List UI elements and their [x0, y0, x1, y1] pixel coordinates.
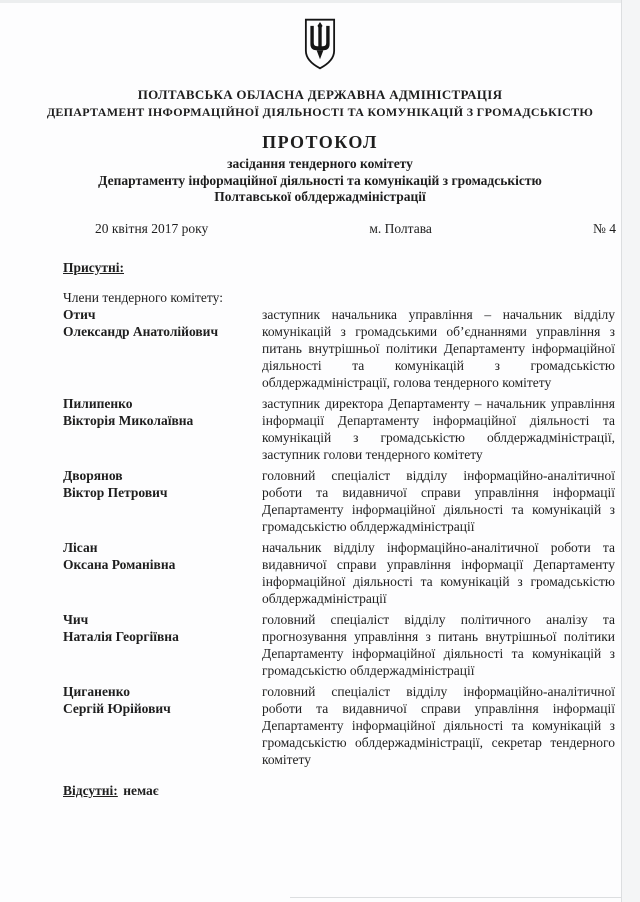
member-surname: Пилипенко	[63, 395, 133, 411]
member-role: головний спеціаліст відділу політичного аналізу та прогнозування управління з питань внутрішньої політики Департаменту інформаційної діяльності та комунікацій з громадськістю облдержадміністрації	[262, 611, 615, 678]
member-given-name: Віктор Петрович	[63, 484, 168, 500]
ukraine-trident-icon	[303, 18, 337, 70]
member-name	[63, 306, 262, 391]
member-name	[63, 467, 262, 535]
document-place: м. Полтава	[369, 220, 432, 236]
member-given-name: Вікторія Миколаївна	[63, 412, 194, 428]
org-name-line1: ПОЛТАВСЬКА ОБЛАСНА ДЕРЖАВНА АДМІНІСТРАЦІЯ	[137, 87, 503, 102]
member-name	[63, 395, 262, 463]
member-given-name: Наталія Георгіївна	[63, 628, 179, 644]
members-list	[63, 306, 640, 768]
absent-line	[63, 783, 640, 799]
document-date: 20 квітня 2017 року	[95, 220, 209, 236]
date-row	[0, 221, 640, 237]
member-name	[63, 683, 262, 768]
present-heading: Присутні:	[63, 259, 125, 275]
member-name	[63, 611, 262, 679]
member-surname: Циганенко	[63, 683, 131, 699]
scan-edge-right	[621, 0, 640, 902]
absent-label: Відсутні:	[63, 782, 118, 798]
member-role: заступник директора Департаменту – начальник управління інформації Департаменту інформаційної діяльності та комунікацій з громадськістю облдержадміністрації, заступник голови тендерного комітету	[262, 395, 615, 462]
subtitle-line-3: Полтавської облдержадміністрації	[214, 189, 426, 204]
org-name-line2: ДЕПАРТАМЕНТ ІНФОРМАЦІЙНОЇ ДІЯЛЬНОСТІ ТА КОМУНІКАЦІЙ З ГРОМАДСЬКІСТЮ	[46, 105, 594, 119]
member-surname: Дворянов	[63, 467, 123, 483]
member-name	[63, 539, 262, 607]
member-role: начальник відділу інформаційно-аналітичної роботи та видавничої справи управління інформації Департаменту інформаційної діяльності та комунікацій з громадськістю облдержадміністрації	[262, 539, 615, 606]
subtitle-line-1: засідання тендерного комітету	[227, 156, 413, 171]
member-role: головний спеціаліст відділу інформаційно-аналітичної роботи та видавничої справи управління інформації Департаменту інформаційної діяльності та комунікацій з громадськістю облдержадміністрації, секретар тендерного комітету	[262, 683, 615, 767]
scan-edge-top	[0, 0, 640, 3]
member-role: головний спеціаліст відділу інформаційно-аналітичної роботи та видавничої справи управління інформації Департаменту інформаційної діяльності та комунікацій з громадськістю облдержадміністрації	[262, 467, 615, 534]
scan-edge-bottom	[290, 897, 622, 898]
member-surname: Отич	[63, 306, 96, 322]
member-given-name: Сергій Юрійович	[63, 700, 171, 716]
member-role: заступник начальника управління – начальник відділу комунікацій з громадськими об’єднаннями управління з питань внутрішньої політики Департаменту інформаційної діяльності та комунікацій з громадськістю облдержадміністрації, голова тендерного комітету	[262, 306, 615, 390]
member-surname: Лісан	[63, 539, 98, 555]
subtitle-line-2: Департаменту інформаційної діяльності та комунікацій з громадськістю	[98, 172, 542, 188]
member-surname: Чич	[63, 611, 89, 627]
member-given-name: Олександр Анатолійович	[63, 323, 219, 339]
document-title: ПРОТОКОЛ	[262, 132, 378, 152]
member-given-name: Оксана Романівна	[63, 556, 176, 572]
members-heading: Члени тендерного комітету:	[63, 289, 223, 305]
document-number: № 4	[592, 220, 616, 236]
absent-value: немає	[123, 782, 159, 798]
